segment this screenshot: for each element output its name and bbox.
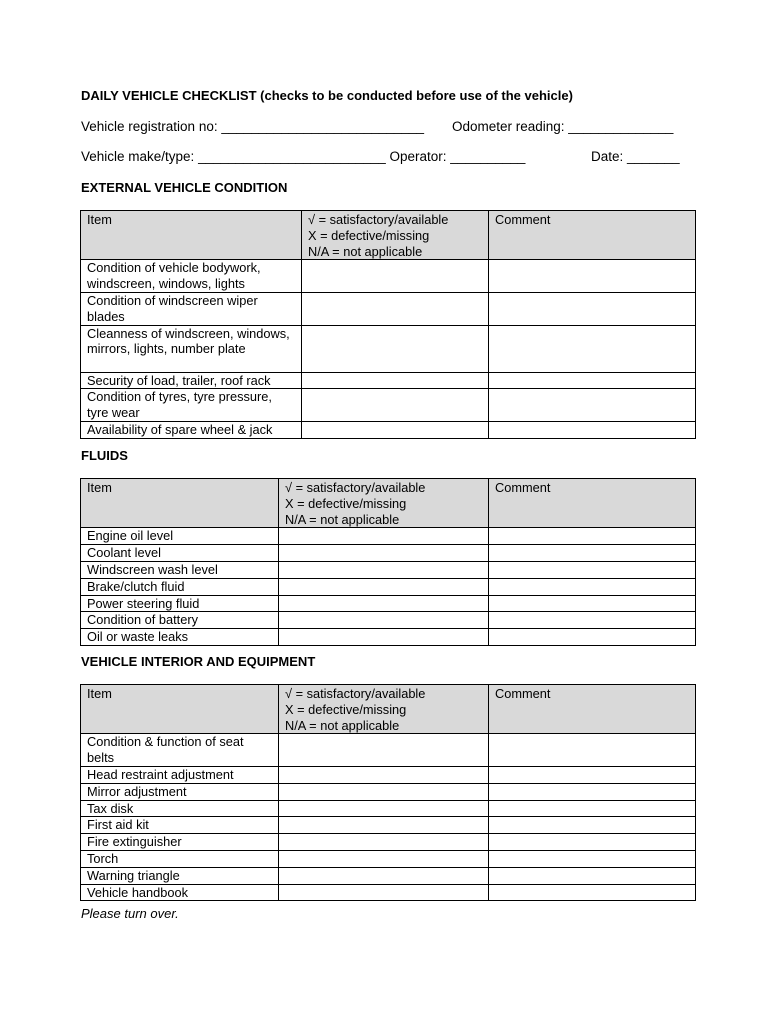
item-label: Head restraint adjustment (81, 766, 279, 783)
item-label: Oil or waste leaks (81, 629, 279, 646)
table-row (81, 528, 696, 545)
interior-equipment-table (80, 684, 696, 901)
comment-cell[interactable] (489, 867, 696, 884)
status-cell[interactable] (279, 545, 489, 562)
comment-column-header: Comment (489, 211, 696, 260)
legend-satisfactory: √ = satisfactory/available (308, 212, 449, 227)
status-cell[interactable] (279, 884, 489, 901)
item-label: Availability of spare wheel & jack (81, 421, 302, 438)
table-row (81, 389, 696, 422)
item-label: Engine oil level (81, 528, 279, 545)
comment-cell[interactable] (489, 850, 696, 867)
comment-cell[interactable] (489, 421, 696, 438)
comment-cell[interactable] (489, 766, 696, 783)
item-label: Brake/clutch fluid (81, 578, 279, 595)
comment-cell[interactable] (489, 629, 696, 646)
legend-satisfactory: √ = satisfactory/available (285, 480, 426, 495)
status-cell[interactable] (279, 867, 489, 884)
item-label: Security of load, trailer, roof rack (81, 372, 302, 389)
legend-not-applicable: N/A = not applicable (308, 243, 423, 259)
table-row (81, 800, 696, 817)
table-row (81, 372, 696, 389)
status-cell[interactable] (279, 578, 489, 595)
comment-cell[interactable] (489, 545, 696, 562)
status-cell[interactable] (279, 734, 489, 767)
comment-column-header: Comment (489, 479, 696, 528)
item-label: Coolant level (81, 545, 279, 562)
status-cell[interactable] (302, 389, 489, 422)
status-cell[interactable] (279, 834, 489, 851)
table-row (81, 561, 696, 578)
item-label: Condition of windscreen wiper blades (81, 292, 302, 325)
status-cell[interactable] (302, 421, 489, 438)
comment-cell[interactable] (489, 783, 696, 800)
item-label: Cleanness of windscreen, windows, mirrors, lights, number plate (81, 325, 302, 372)
comment-cell[interactable] (489, 800, 696, 817)
footer-note: Please turn over. (81, 906, 179, 921)
table-row (81, 578, 696, 595)
comment-cell[interactable] (489, 612, 696, 629)
comment-cell[interactable] (489, 834, 696, 851)
status-legend-header (302, 211, 489, 260)
make-type-operator-field[interactable]: Vehicle make/type: _________________________ Operator: __________ (81, 149, 526, 164)
legend-not-applicable: N/A = not applicable (285, 717, 400, 733)
item-label: Fire extinguisher (81, 834, 279, 851)
legend-defective: X = defective/missing (308, 227, 430, 243)
section-heading-fluids: FLUIDS (81, 448, 128, 463)
status-cell[interactable] (302, 372, 489, 389)
status-cell[interactable] (279, 612, 489, 629)
document-title: DAILY VEHICLE CHECKLIST (checks to be conducted before use of the vehicle) (81, 88, 573, 103)
table-row (81, 545, 696, 562)
section-heading-external: EXTERNAL VEHICLE CONDITION (81, 180, 288, 195)
table-row (81, 325, 696, 372)
comment-cell[interactable] (489, 817, 696, 834)
status-cell[interactable] (302, 260, 489, 293)
odometer-field[interactable]: Odometer reading: ______________ (452, 119, 674, 134)
date-field[interactable]: Date: _______ (591, 149, 680, 164)
table-row (81, 850, 696, 867)
status-cell[interactable] (279, 595, 489, 612)
section-heading-interior: VEHICLE INTERIOR AND EQUIPMENT (81, 654, 316, 669)
status-legend-header (279, 685, 489, 734)
item-label: Condition & function of seat belts (81, 734, 279, 767)
status-cell[interactable] (302, 292, 489, 325)
table-header-row (81, 211, 696, 260)
comment-cell[interactable] (489, 595, 696, 612)
item-column-header: Item (81, 479, 279, 528)
table-row (81, 292, 696, 325)
comment-column-header: Comment (489, 685, 696, 734)
fluids-table (80, 478, 696, 646)
item-label: Mirror adjustment (81, 783, 279, 800)
table-row (81, 867, 696, 884)
item-label: Warning triangle (81, 867, 279, 884)
item-label: First aid kit (81, 817, 279, 834)
item-label: Condition of tyres, tyre pressure, tyre wear (81, 389, 302, 422)
comment-cell[interactable] (489, 884, 696, 901)
comment-cell[interactable] (489, 528, 696, 545)
status-cell[interactable] (279, 817, 489, 834)
comment-cell[interactable] (489, 292, 696, 325)
external-condition-table (80, 210, 696, 439)
legend-defective: X = defective/missing (285, 495, 407, 511)
item-label: Torch (81, 850, 279, 867)
item-column-header: Item (81, 211, 302, 260)
status-cell[interactable] (279, 629, 489, 646)
table-row (81, 612, 696, 629)
comment-cell[interactable] (489, 389, 696, 422)
table-row (81, 260, 696, 293)
comment-cell[interactable] (489, 734, 696, 767)
item-label: Condition of vehicle bodywork, windscreen, windows, lights (81, 260, 302, 293)
legend-not-applicable: N/A = not applicable (285, 511, 400, 527)
item-column-header: Item (81, 685, 279, 734)
table-row (81, 629, 696, 646)
item-label: Power steering fluid (81, 595, 279, 612)
table-row (81, 421, 696, 438)
status-cell[interactable] (279, 766, 489, 783)
status-cell[interactable] (279, 561, 489, 578)
status-cell[interactable] (279, 783, 489, 800)
table-row (81, 834, 696, 851)
table-row (81, 766, 696, 783)
legend-satisfactory: √ = satisfactory/available (285, 686, 426, 701)
comment-cell[interactable] (489, 578, 696, 595)
item-label: Vehicle handbook (81, 884, 279, 901)
item-label: Condition of battery (81, 612, 279, 629)
table-row (81, 884, 696, 901)
table-row (81, 734, 696, 767)
comment-cell[interactable] (489, 561, 696, 578)
comment-cell[interactable] (489, 325, 696, 372)
status-legend-header (279, 479, 489, 528)
comment-cell[interactable] (489, 372, 696, 389)
comment-cell[interactable] (489, 260, 696, 293)
status-cell[interactable] (279, 850, 489, 867)
table-row (81, 595, 696, 612)
legend-defective: X = defective/missing (285, 701, 407, 717)
status-cell[interactable] (279, 528, 489, 545)
table-header-row (81, 479, 696, 528)
table-row (81, 817, 696, 834)
status-cell[interactable] (279, 800, 489, 817)
table-header-row (81, 685, 696, 734)
item-label: Windscreen wash level (81, 561, 279, 578)
registration-field[interactable]: Vehicle registration no: ___________________________ (81, 119, 425, 134)
item-label: Tax disk (81, 800, 279, 817)
status-cell[interactable] (302, 325, 489, 372)
table-row (81, 783, 696, 800)
